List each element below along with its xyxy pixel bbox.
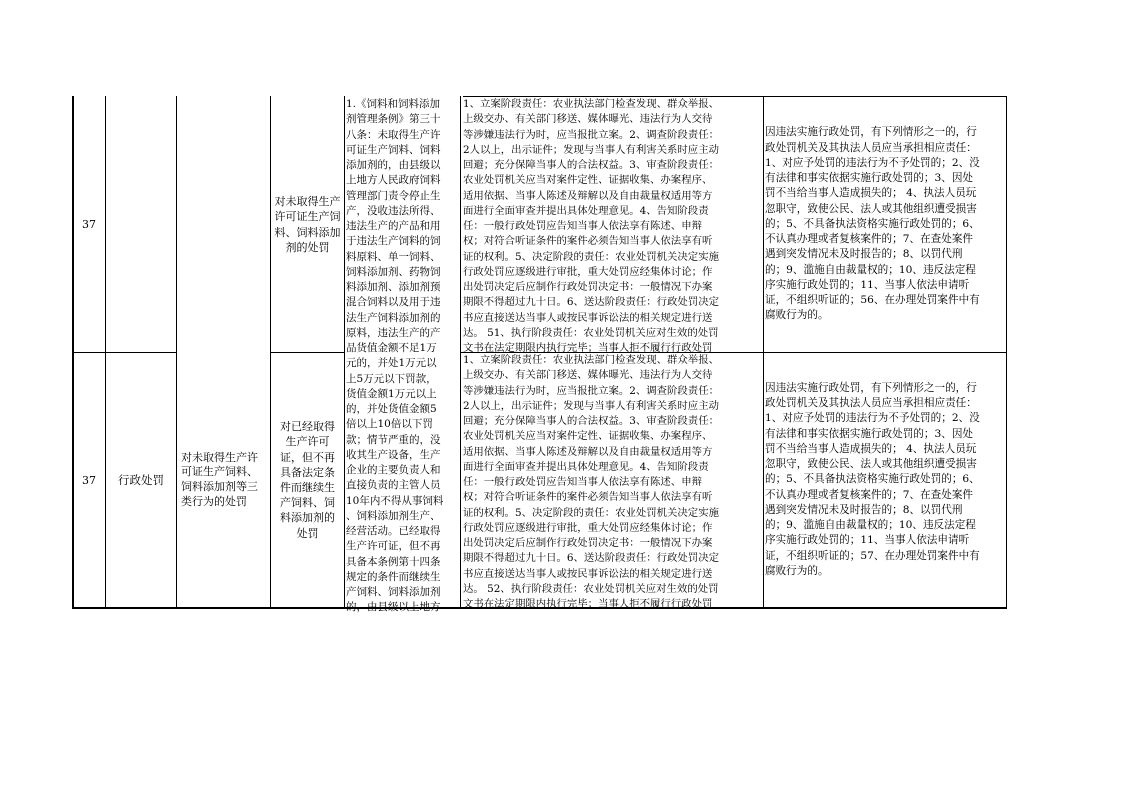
accountability-cell <box>764 353 1006 607</box>
category-cell: 行政处罚 <box>118 473 164 487</box>
sub-item-cell: 对已经取得 生产许可 证，但不再 具备法定条 件而继续生 产饲料、饲 料添加剂的 处罚 <box>280 420 335 540</box>
legal-basis-text: 1.《饲料和饲料添加 剂管理条例》第三十 八条：未取得生产许 可证生产饲料、饲料 添加剂的，由县级以 上地方人民政府饲料 管理部门责令停止生 产，没收违法所得、 违法生产的产品和用 于违法生产饲料的饲 料原料、单一饲料、 饲料添加剂、药物饲 料添加剂、添加剂预 混合饲料以及用于违 法生产饲料添加剂的 原料，违法生产的产 品货值金额不足1万 元的，并处1万元以 上5万元以下罚款， 货值金额1万元以上 的，并处货值金额5 倍以上10倍以下罚 款；情节严重的，没 收其生产设备，生产 企业的主要负责人和 直接负责的主管人员 10年内不得从事饲料 、饲料添加剂生产、 经营活动。已经取得 生产许可证，但不再 具备本条例第十四条 规定的条件而继续生 产饲料、饲料添加剂 的，由县级以上地方 <box>346 98 444 614</box>
row-number: 37 <box>82 473 96 487</box>
row-number: 37 <box>82 218 96 231</box>
sub-item-cell: 对未取得生产 许可证生产饲 料、饲料添加 剂的处罚 <box>274 195 341 254</box>
responsibility-text: 1、立案阶段责任：农业执法部门检查发现、群众举报、 上级交办、有关部门移送、媒体曝光、违法行为人交待 等涉嫌违法行为时，应当报批立案。2、调查阶段责任： 2人以上，出示证件；发现与当事人有利害关系时应主动 回避；充分保障当事人的合法权益。3、审查阶段责任： 农业处罚机关应当对案件定性、证据收集、办案程序、 适用依据、当事人陈述及辩解以及自由裁量权适用等方 面进行全面审查并提出具体处理意见。4、告知阶段责 任：一般行政处罚应告知当事人依法享有陈述、申辩 权；对符合听证条件的案件必须告知当事人依法享有听 证的权利。5、决定阶段的责任：农业处罚机关决定实施 行政处罚应逐级进行审批，重大处罚应经集体讨论；作 出处罚决定后应制作行政处罚决定书：一般情况下办案 期限不得超过九十日。6、送达阶段责任：行政处罚决定 书应直接送达当事人或按民事诉讼法的相关规定进行送 达。 51、执行阶段责任：农业处罚机关应对生效的处罚 文书在法定期限内执行完毕；当事人拒不履行行政处罚 <box>463 98 719 354</box>
col-divider <box>344 96 345 608</box>
accountability-cell <box>764 97 1006 352</box>
accountability-text: 因违法实施行政处罚，有下列情形之一的，行 政处罚机关及其执法人员应当承担相应责任： 1、对应予处罚的违法行为不予处罚的；2、没 有法律和事实依据实施行政处罚的；3、因处 罚不当给当事人造成损失的； 4、执法人员玩 忽职守，致使公民、法人或其他组织遭受损害 的；5、不具备执法资格实施行政处罚的；6、 不认真办理或者复核案件的；7、在查处案件 遇到突发情况未及时报告的；8、以罚代刑 的；9、滥施自由裁量权的；10、违反法定程 序实施行政处罚的；11、当事人依法申请听 证，不组织听证的；57、在办理处罚案件中有 腐败行为的。 <box>765 381 980 577</box>
item-cell: 对未取得生产许 可证生产饲料、 饲料添加剂等三 类行为的处罚 <box>181 450 258 508</box>
responsibility-text: 1、立案阶段责任：农业执法部门检查发现、群众举报、 上级交办、有关部门移送、媒体曝光、违法行为人交待 等涉嫌违法行为时，应当报批立案。2、调查阶段责任： 2人以上，出示证件；发现与当事人有利害关系时应主动 回避；充分保障当事人的合法权益。3、审查阶段责任： 农业处罚机关应当对案件定性、证据收集、办案程序、 适用依据、当事人陈述及辩解以及自由裁量权适用等方 面进行全面审查并提出具体处理意见。4、告知阶段责 任：一般行政处罚应告知当事人依法享有陈述、申辩 权；对符合听证条件的案件必须告知当事人依法享有听 证的权利。5、决定阶段的责任：农业处罚机关决定实施 行政处罚应逐级进行审批，重大处罚应经集体讨论；作 出处罚决定后应制作行政处罚决定书：一般情况下办案 期限不得超过九十日。6、送达阶段责任：行政处罚决定 书应直接送达当事人或按民事诉讼法的相关规定进行送 达。 52、执行阶段责任：农业处罚机关应对生效的处罚 文书在法定期限内执行完毕；当事人拒不履行行政处罚 <box>463 354 719 610</box>
col-divider <box>1006 96 1007 608</box>
col-divider <box>460 96 461 608</box>
accountability-text: 因违法实施行政处罚，有下列情形之一的，行 政处罚机关及其执法人员应当承担相应责任： 1、对应予处罚的违法行为不予处罚的；2、没 有法律和事实依据实施行政处罚的；3、因处 罚不当给当事人造成损失的； 4、执法人员玩 忽职守，致使公民、法人或其他组织遭受损害 的；5、不具备执法资格实施行政处罚的；6、 不认真办理或者复核案件的；7、在查处案件 遇到突发情况未及时报告的；8、以罚代刑 的；9、滥施自由裁量权的；10、违反法定程 序实施行政处罚的；11、当事人依法申请听 证，不组织听证的；56、在办理处罚案件中有 腐败行为的。 <box>765 126 980 322</box>
